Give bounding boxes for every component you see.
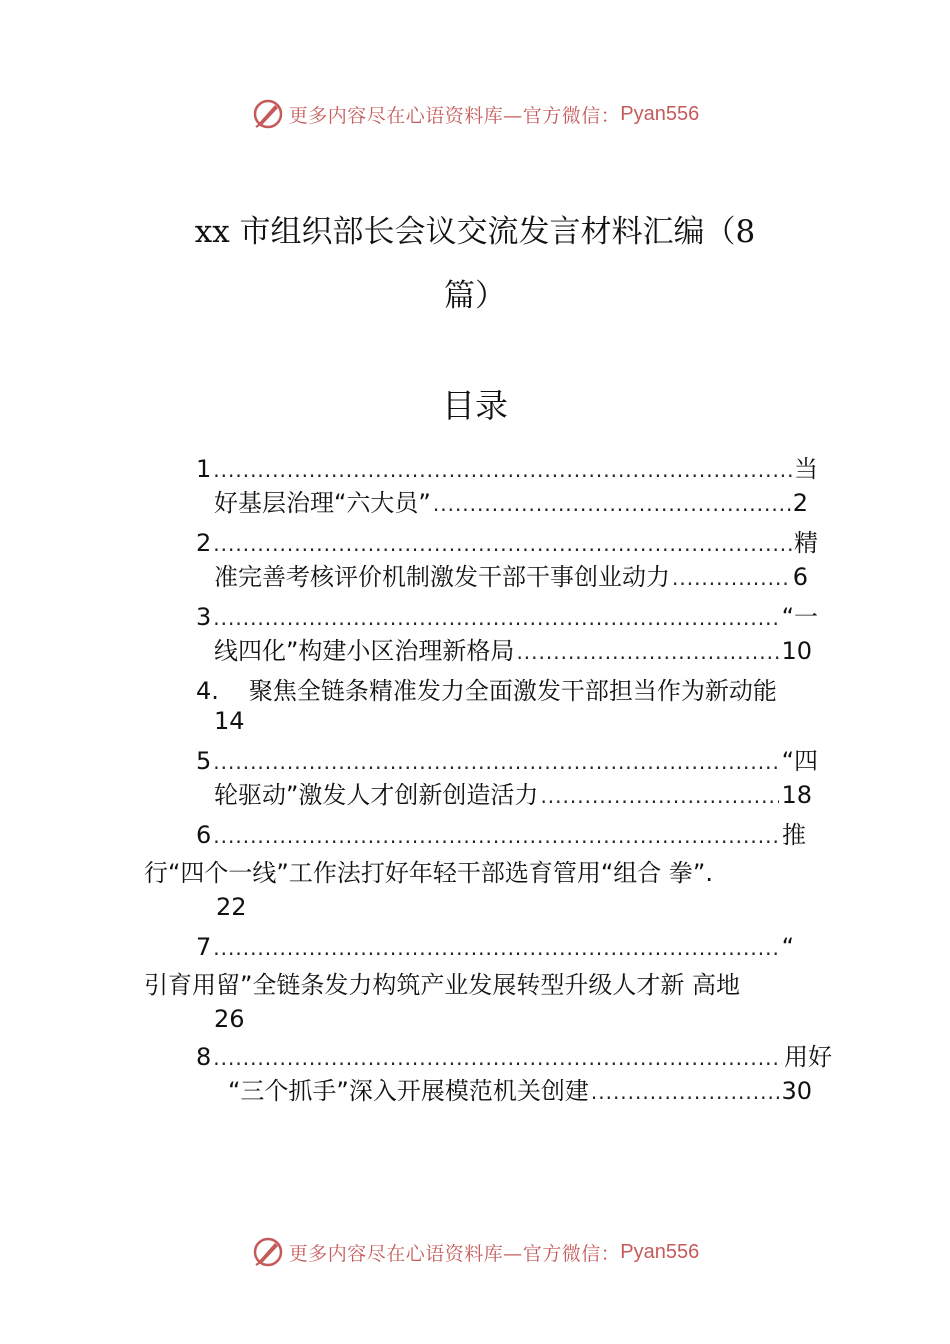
toc-entry-6-page[interactable] [216,890,416,924]
leader-dots [213,931,779,965]
toc-num: 5 [196,747,212,775]
leader-dots [516,635,779,669]
toc-num: 7 [196,933,212,961]
toc-entry-2[interactable] [196,526,818,561]
toc-entry-8[interactable] [196,1040,832,1075]
toc-entry-7-cont[interactable] [144,968,824,1002]
leader-dots [591,1075,780,1109]
toc-page: 6 [792,563,808,591]
toc-num: 1 [196,455,212,483]
toc-heading: 目录 [442,386,508,425]
toc-page: 30 [781,1077,812,1105]
leader-dots [213,527,792,561]
leader-dots [213,601,779,635]
toc-entry-6-cont[interactable] [144,856,824,890]
toc-head: 聚焦全链条精准发力全面激发干部担当作为新动能 [248,677,777,705]
toc-rest: 线四化”构建小区治理新格局 [214,637,515,665]
toc-head: “四 [781,747,818,775]
leader-dots [672,561,791,595]
toc-page: 26 [214,1005,245,1033]
toc-entry-4[interactable] [196,674,818,708]
leader-dots [213,1041,782,1075]
toc-entry-1-cont[interactable] [214,486,808,521]
toc-page: 18 [781,781,812,809]
toc-num: 2 [196,529,212,557]
footer-watermark [0,1232,950,1272]
toc-rest: 引育用留”全链条发力构筑产业发展转型升级人才新 高地 [144,971,741,999]
watermark-text: 更多内容尽在心语资料库—官方微信： [288,104,621,127]
toc-page: 14 [214,707,245,735]
toc-num: 6 [196,821,212,849]
toc-num: 3 [196,603,212,631]
toc-head: 推 [782,821,806,849]
toc-entry-5[interactable] [196,744,818,779]
watermark-text: 更多内容尽在心语资料库—官方微信： [288,1242,621,1265]
leader-dots [433,487,791,521]
toc-rest: 轮驱动”激发人才创新创造活力 [214,781,539,809]
toc-entry-3-cont[interactable] [214,634,812,669]
quill-logo-icon [251,1235,285,1269]
toc-entry-4-cont[interactable] [214,704,414,738]
watermark-wechat-id: Pyan556 [620,1240,700,1263]
quill-logo-icon [251,97,285,131]
toc-page: 22 [216,893,247,921]
toc-entry-2-cont[interactable] [214,560,808,595]
toc-head: “ [781,933,794,961]
toc-rest: 好基层治理“六大员” [214,489,431,517]
toc-head: “一 [781,603,818,631]
toc-page: 2 [792,489,808,517]
toc-num: 8 [196,1043,212,1071]
toc-head: 精 [794,529,818,557]
watermark-wechat-id: Pyan556 [620,102,700,125]
toc-entry-5-cont[interactable] [214,778,812,813]
leader-dots [540,779,779,813]
leader-dots [213,453,792,487]
toc-head: 用好 [784,1043,832,1071]
toc-entry-8-cont[interactable] [228,1074,812,1109]
toc-head: 当 [794,455,818,483]
toc-rest: “三个抓手”深入开展模范机关创建 [228,1077,589,1105]
header-watermark [0,94,950,134]
toc-entry-1[interactable] [196,452,818,487]
toc-entry-6[interactable] [196,818,806,853]
toc-entry-7-page[interactable] [214,1002,414,1036]
toc-rest: 准完善考核评价机制激发干部干事创业动力 [214,563,670,591]
toc-page: 10 [781,637,812,665]
title-line-1: xx 市组织部长会议交流发言材料汇编（8 [194,214,756,250]
document-title [150,200,800,328]
toc-rest: 行“四个一线”工作法打好年轻干部选育管用“组合 拳”. [144,859,713,887]
toc-entry-7[interactable] [196,930,794,965]
toc-num: 4. [196,677,219,705]
leader-dots [213,819,780,853]
title-line-2: 篇） [444,278,506,314]
toc-entry-3[interactable] [196,600,818,635]
leader-dots [213,745,779,779]
